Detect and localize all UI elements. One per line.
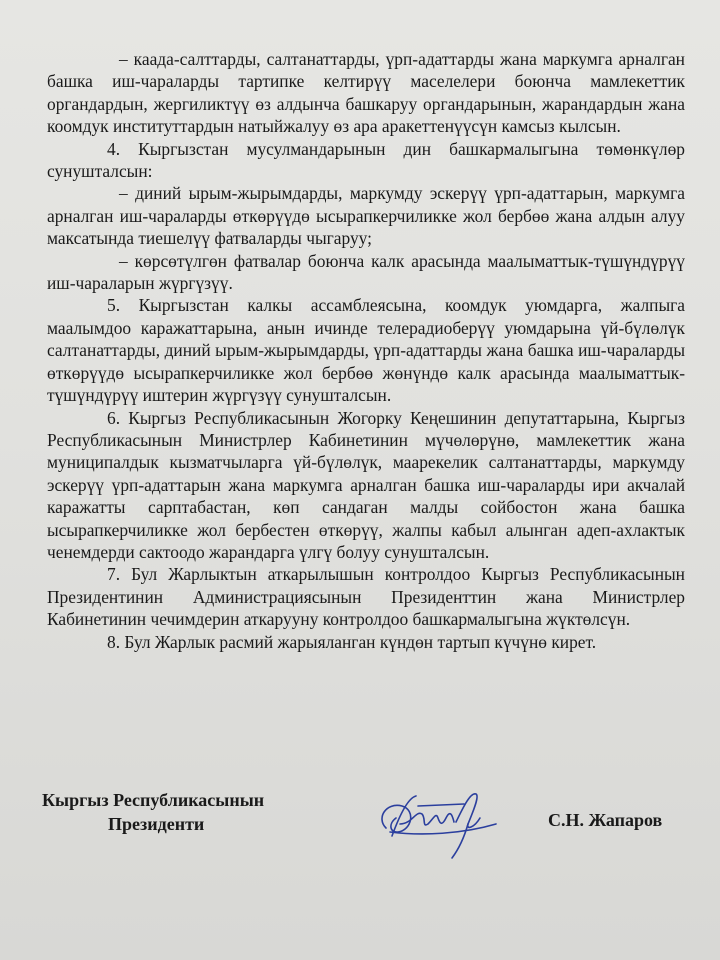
- signatory-name: С.Н. Жапаров: [548, 810, 663, 830]
- signatory-title: [42, 788, 264, 836]
- paragraph-item-5: 5. Кыргызстан калкы ассамблеясына, коомдук уюмдарга, жалпыга маалымдоо каражаттарына, анын ичинде телерадиоберүү уюмдарына үй-бүлөлүк салтанаттарды, диний ырым-жырымдарды, үрп-адаттарды жана башка иш-чараларды өткөрүүдө ысырапкерчиликке жол бербөө жөнүндө калк арасында маалыматтык-түшүндүрүү иштерин жүргүзүү сунушталсын.: [47, 295, 685, 406]
- signature-strokes: [382, 794, 496, 858]
- signature-block: [0, 784, 720, 874]
- paragraph-item-4: 4. Кыргызстан мусулмандарынын дин башкармалыгына төмөнкүлөр сунушталсын:: [47, 138, 685, 182]
- decree-body: [47, 48, 685, 653]
- paragraph-item-7: 7. Бул Жарлыктын аткарылышын контролдоо Кыргыз Республикасынын Президентинин Администрациясынын Президенттин жана Министрлер Кабинетинин чечимдерин аткарууну контролдоо башкармалыгына жүктөлсүн.: [47, 564, 685, 630]
- signatory-title-line1: Кыргыз Республикасынын: [42, 790, 265, 810]
- signatory-title-line2: Президенти: [108, 814, 205, 834]
- paragraph-dash-2: – диний ырым-жырымдарды, маркумду эскерүү үрп-адаттарын, маркумга арналган иш-чараларды өткөрүүдө ысырапкерчиликке жол бербөө жана алдын алуу максатында тиешелүү фатваларды чыгаруу;: [47, 183, 685, 249]
- paragraph-item-8: 8. Бул Жарлык расмий жарыяланган күндөн тартып күчүнө кирет.: [107, 631, 597, 652]
- paragraph-item-6: 6. Кыргыз Республикасынын Жогорку Кеңешинин депутаттарына, Кыргыз Республикасынын Министрлер Кабинетинин мүчөлөрүнө, мамлекеттик жана муниципалдык кызматчыларга үй-бүлөлүк, маарекелик салтанаттарды, маркумду эскерүү үрп-адаттарын жана маркумга арналган башка иш-чараларды ири акчалай каражатты сарптабастан, көп сандаган малды сойбостон жана башка ысырапкерчиликке жол бербестен өткөрүү, жалпы кабыл алынган адеп-ахлактык ченемдерди сактоодо жарандарга үлгү болуу сунушталсын.: [47, 407, 685, 562]
- paragraph-dash-1: – каада-салттарды, салтанаттарды, үрп-адаттарды жана маркумга арналган башка иш-чараларды тартипке келтирүү маселелери боюнча мамлекеттик органдардын, жергиликтүү өз алдынча башкаруу органдарынын, жарандардын жана коомдук институттардын натыйжалуу өз ара аракеттенүүсүн камсыз кылсын.: [47, 49, 685, 137]
- paragraph-dash-3: – көрсөтүлгөн фатвалар боюнча калк арасында маалыматтык-түшүндүрүү иш-чараларын жүргүзүү.: [47, 250, 685, 294]
- handwritten-signature: [372, 784, 500, 864]
